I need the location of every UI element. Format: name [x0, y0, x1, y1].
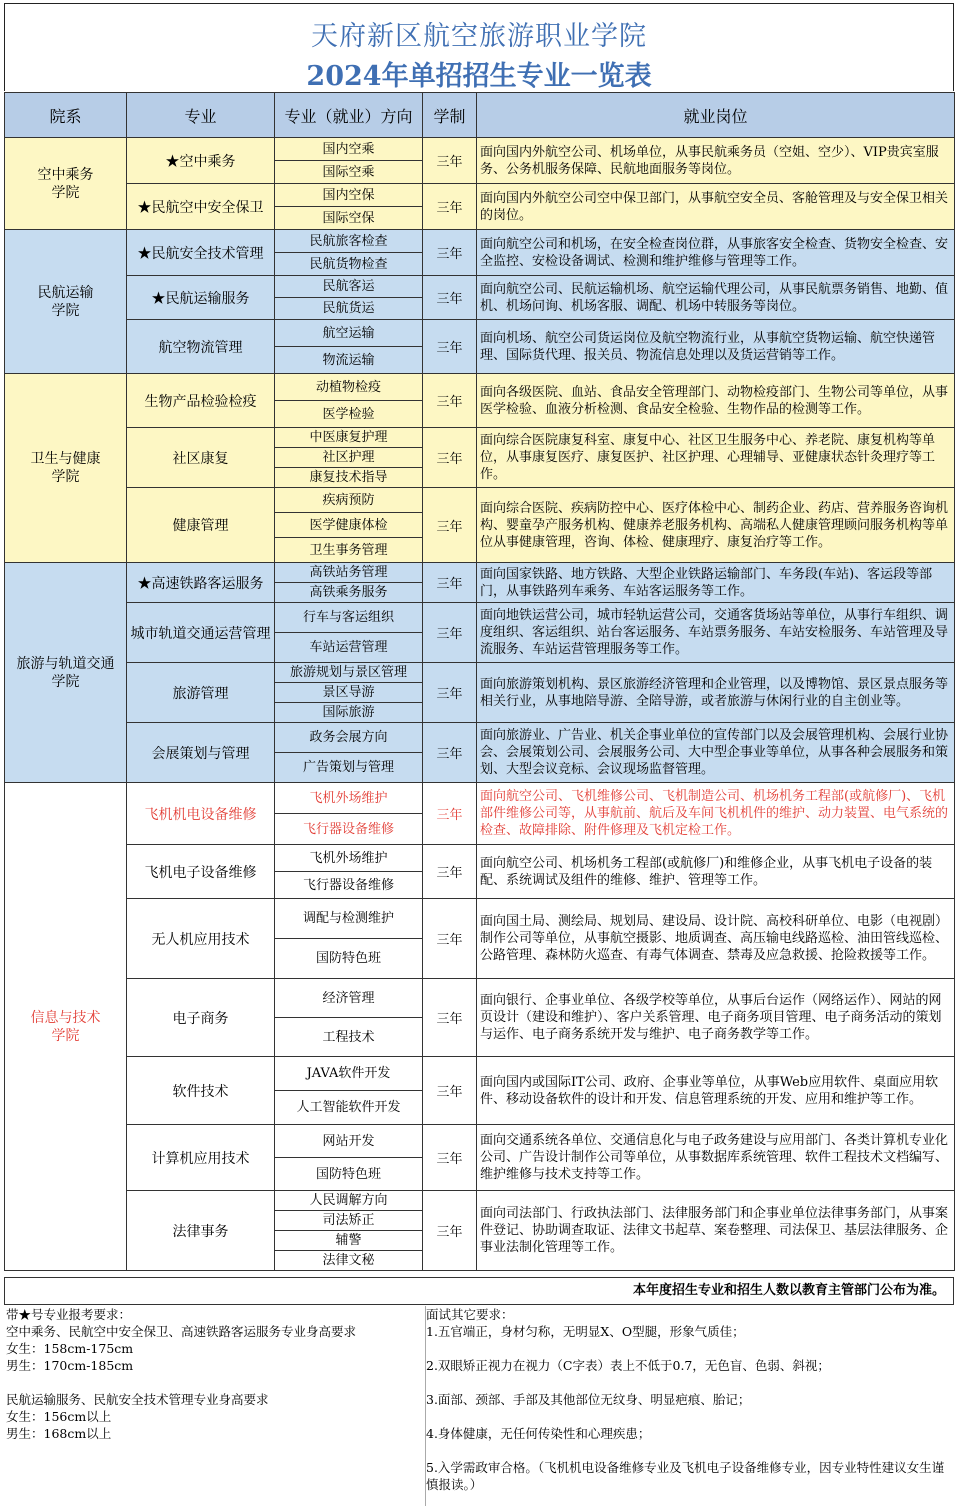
- jobs-cell: 面向旅游业、广告业、机关企事业单位的宣传部门以及会展管理机构、会展行业协会、会展策划公司、会展服务公司、大中型企事业等单位，从事各种会展服务和策划、大型会议竞标、会议现场监督管理。: [477, 723, 955, 783]
- header-jobs: 就业岗位: [477, 93, 955, 138]
- header-major: 专业: [127, 93, 275, 138]
- direction-cell: 国防特色班: [275, 939, 423, 979]
- req-right-item: 4.身体健康，无任何传染性和心理疾患；: [426, 1426, 651, 1441]
- major-cell: 社区康复: [127, 428, 275, 488]
- req-left-line: 女生：158cm-175cm: [6, 1341, 134, 1356]
- direction-cell: 国防特色班: [275, 1158, 423, 1191]
- direction-cell: 航空运输: [275, 320, 423, 347]
- direction-cell: 车站运营管理: [275, 633, 423, 663]
- direction-cell: 飞行器设备维修: [275, 872, 423, 899]
- direction-cell: 物流运输: [275, 347, 423, 374]
- direction-cell: 景区导游: [275, 683, 423, 703]
- req-left-heading: 带★号专业报考要求：: [6, 1307, 132, 1322]
- direction-cell: 政务会展方向: [275, 723, 423, 753]
- jobs-cell: 面向各级医院、血站、食品安全管理部门、动物检疫部门、生物公司等单位，从事医学检验、血液分析检测、食品安全检验、生物作品的检测等工作。: [477, 374, 955, 428]
- duration-cell: 三年: [423, 138, 477, 184]
- duration-cell: 三年: [423, 1191, 477, 1271]
- notice: 本年度招生专业和招生人数以教育主管部门公布为准。: [4, 1277, 954, 1305]
- table-row: [5, 1125, 955, 1158]
- duration-cell: 三年: [423, 783, 477, 845]
- duration-cell: 三年: [423, 563, 477, 603]
- duration-cell: 三年: [423, 488, 477, 563]
- duration-cell: 三年: [423, 230, 477, 276]
- duration-cell: 三年: [423, 1125, 477, 1191]
- table-row: [5, 374, 955, 401]
- table-row: [5, 320, 955, 347]
- table-row: [5, 230, 955, 253]
- duration-cell: 三年: [423, 899, 477, 979]
- table-title: 2024年单招招生专业一览表: [306, 61, 652, 92]
- table-row: [5, 138, 955, 161]
- table-row: [5, 979, 955, 1018]
- jobs-cell: 面向航空公司、民航运输机场、航空运输代理公司，从事民航票务销售、地勤、值机、机场问询、机场客服、调配、机场中转服务等岗位。: [477, 276, 955, 320]
- table-row: [5, 184, 955, 207]
- req-right-item: 5.入学需政审合格。（飞机机电设备维修专业及飞机电子设备维修专业，因专业特性建议女生谨慎报读。）: [426, 1460, 945, 1492]
- table-row: [5, 723, 955, 753]
- duration-cell: 三年: [423, 320, 477, 374]
- jobs-cell: 面向国内外航空公司、机场单位，从事民航乘务员（空姐、空少）、VIP贵宾室服务、公务机服务保障、民航地面服务等岗位。: [477, 138, 955, 184]
- title-block: [4, 3, 954, 91]
- req-left-line: 空中乘务、民航空中安全保卫、高速铁路客运服务专业身高要求: [6, 1324, 357, 1339]
- direction-cell: 飞机外场维护: [275, 845, 423, 872]
- duration-cell: 三年: [423, 184, 477, 230]
- direction-cell: 网站开发: [275, 1125, 423, 1158]
- direction-cell: 医学检验: [275, 401, 423, 428]
- jobs-cell: 面向机场、航空公司货运岗位及航空物流行业，从事航空货物运输、航空快递管理、国际货代理、报关员、物流信息处理以及货运营销等工作。: [477, 320, 955, 374]
- duration-cell: 三年: [423, 1057, 477, 1125]
- direction-cell: 法律文秘: [275, 1251, 423, 1271]
- interview-requirements: [424, 1306, 956, 1506]
- jobs-cell: 面向综合医院康复科室、康复中心、社区卫生服务中心、养老院、康复机构等单位，从事康复医疗、康复医护、社区护理、心理辅导、亚健康状态针灸理疗等工作。: [477, 428, 955, 488]
- major-cell: 飞机电子设备维修: [127, 845, 275, 899]
- direction-cell: 人民调解方向: [275, 1191, 423, 1211]
- duration-cell: 三年: [423, 979, 477, 1057]
- major-cell: 旅游管理: [127, 663, 275, 723]
- direction-cell: 飞行器设备维修: [275, 814, 423, 845]
- major-cell: 软件技术: [127, 1057, 275, 1125]
- major-cell: 电子商务: [127, 979, 275, 1057]
- major-cell: 飞机机电设备维修: [127, 783, 275, 845]
- major-cell: 健康管理: [127, 488, 275, 563]
- major-cell: ★高速铁路客运服务: [127, 563, 275, 603]
- header-direction: 专业（就业）方向: [275, 93, 423, 138]
- duration-cell: 三年: [423, 276, 477, 320]
- duration-cell: 三年: [423, 428, 477, 488]
- table-row: [5, 276, 955, 298]
- direction-cell: 疾病预防: [275, 488, 423, 513]
- direction-cell: 行车与客运组织: [275, 603, 423, 633]
- direction-cell: 民航旅客检查: [275, 230, 423, 253]
- direction-cell: 旅游规划与景区管理: [275, 663, 423, 683]
- direction-cell: 民航货物检查: [275, 253, 423, 276]
- major-cell: 生物产品检验检疫: [127, 374, 275, 428]
- table-row: [5, 783, 955, 814]
- major-cell: 法律事务: [127, 1191, 275, 1271]
- direction-cell: 动植物检疫: [275, 374, 423, 401]
- jobs-cell: 面向旅游策划机构、景区旅游经济管理和企业管理，以及博物馆、景区景点服务等相关行业，从事地陪导游、全陪导游，或者旅游与休闲行业的自主创业等。: [477, 663, 955, 723]
- table-row: [5, 488, 955, 513]
- header-duration: 学制: [423, 93, 477, 138]
- req-left-line: 男生：168cm以上: [6, 1426, 112, 1441]
- direction-cell: 民航货运: [275, 298, 423, 320]
- header-row: [5, 93, 955, 138]
- major-cell: 会展策划与管理: [127, 723, 275, 783]
- direction-cell: 调配与检测维护: [275, 899, 423, 939]
- jobs-cell: 面向国土局、测绘局、规划局、建设局、设计院、高校科研单位、电影（电视剧）制作公司等单位，从事航空摄影、地质调查、高压输电线路巡检、油田管线巡检、公路管理、森林防火巡查、有毒气体调查、禁毒及应急救援、抢险救援等工作。: [477, 899, 955, 979]
- table-row: [5, 563, 955, 583]
- direction-cell: 辅警: [275, 1231, 423, 1251]
- jobs-cell: 面向地铁运营公司，城市轻轨运营公司，交通客货场站等单位，从事行车组织、调度组织、客运组织、站台客运服务、车站票务服务、车站安检服务、车站管理及导流服务、车站运营管理服务等工作。: [477, 603, 955, 663]
- table-row: [5, 428, 955, 448]
- major-cell: ★民航安全技术管理: [127, 230, 275, 276]
- direction-cell: 国际旅游: [275, 703, 423, 723]
- table-row: [5, 1057, 955, 1091]
- dept-cell: 旅游与轨道交通 学院: [5, 563, 127, 783]
- jobs-cell: 面向航空公司和机场，在安全检查岗位群，从事旅客安全检查、货物安全检查、安全监控、安检设备调试、检测和维护维修与管理等工作。: [477, 230, 955, 276]
- direction-cell: 社区护理: [275, 448, 423, 468]
- direction-cell: 中医康复护理: [275, 428, 423, 448]
- table-body: [5, 138, 955, 1271]
- major-cell: ★空中乘务: [127, 138, 275, 184]
- duration-cell: 三年: [423, 723, 477, 783]
- dept-cell: 卫生与健康 学院: [5, 374, 127, 563]
- req-right-item: 3.面部、颈部、手部及其他部位无纹身、明显疤痕、胎记；: [426, 1392, 751, 1407]
- school-name: 天府新区航空旅游职业学院: [311, 21, 647, 52]
- jobs-cell: 面向国内外航空公司空中保卫部门，从事航空安全员、客舱管理及与安全保卫相关的岗位。: [477, 184, 955, 230]
- major-cell: ★民航运输服务: [127, 276, 275, 320]
- table-row: [5, 663, 955, 683]
- dept-cell: 信息与技术 学院: [5, 783, 127, 1271]
- direction-cell: 司法矫正: [275, 1211, 423, 1231]
- req-left-line: 女生：156cm以上: [6, 1409, 112, 1424]
- direction-cell: 广告策划与管理: [275, 753, 423, 783]
- direction-cell: 人工智能软件开发: [275, 1091, 423, 1125]
- table-row: [5, 1191, 955, 1211]
- major-cell: 无人机应用技术: [127, 899, 275, 979]
- jobs-cell: 面向航空公司、飞机维修公司、飞机制造公司、机场机务工程部(或航修厂)、飞机部件维修公司等，从事航前、航后及车间飞机机件的维护、动力装置、电气系统的检查、故障排除、附件修理及飞机定检工作。: [477, 783, 955, 845]
- req-left-line: 男生：170cm-185cm: [6, 1358, 134, 1373]
- duration-cell: 三年: [423, 374, 477, 428]
- req-right-heading: 面试其它要求：: [426, 1307, 514, 1322]
- req-right-item: 1.五官端正，身材匀称，无明显X、O型腿，形象气质佳；: [426, 1324, 745, 1339]
- major-cell: ★民航空中安全保卫: [127, 184, 275, 230]
- header-dept: 院系: [5, 93, 127, 138]
- direction-cell: 工程技术: [275, 1018, 423, 1057]
- direction-cell: 国内空保: [275, 184, 423, 207]
- direction-cell: 经济管理: [275, 979, 423, 1018]
- direction-cell: 医学健康体检: [275, 513, 423, 538]
- table-row: [5, 603, 955, 633]
- table-row: [5, 845, 955, 872]
- direction-cell: 国内空乘: [275, 138, 423, 161]
- direction-cell: 高铁乘务服务: [275, 583, 423, 603]
- direction-cell: 国际空乘: [275, 161, 423, 184]
- jobs-cell: 面向银行、企事业单位、各级学校等单位，从事后台运作（网络运作）、网站的网页设计（建设和维护）、客户关系管理、电子商务项目管理、电子商务活动的策划与运作、电子商务系统开发与维护、电子商务教学等工作。: [477, 979, 955, 1057]
- height-requirements: [4, 1306, 426, 1506]
- jobs-cell: 面向综合医院、疾病防控中心、医疗体检中心、制药企业、药店、营养服务咨询机构、婴童孕产服务机构、健康养老服务机构、高端私人健康管理顾问服务机构等单位从事健康管理，咨询、体检、健康理疗、康复治疗等工作。: [477, 488, 955, 563]
- majors-table: [4, 92, 955, 1271]
- direction-cell: 飞机外场维护: [275, 783, 423, 814]
- duration-cell: 三年: [423, 663, 477, 723]
- req-left-line: 民航运输服务、民航安全技术管理专业身高要求: [6, 1392, 269, 1407]
- jobs-cell: 面向国家铁路、地方铁路、大型企业铁路运输部门、车务段(车站)、客运段等部门，从事铁路列车乘务、车站客运服务等工作。: [477, 563, 955, 603]
- duration-cell: 三年: [423, 845, 477, 899]
- duration-cell: 三年: [423, 603, 477, 663]
- major-cell: 计算机应用技术: [127, 1125, 275, 1191]
- req-right-item: 2.双眼矫正视力在视力（C字表）表上不低于0.7，无色盲、色弱、斜视；: [426, 1358, 830, 1373]
- direction-cell: 国际空保: [275, 207, 423, 230]
- jobs-cell: 面向航空公司、机场机务工程部(或航修厂)和维修企业，从事飞机电子设备的装配、系统调试及组件的维修、维护、管理等工作。: [477, 845, 955, 899]
- direction-cell: 康复技术指导: [275, 468, 423, 488]
- dept-cell: 民航运输 学院: [5, 230, 127, 374]
- major-cell: 城市轨道交通运营管理: [127, 603, 275, 663]
- direction-cell: 卫生事务管理: [275, 538, 423, 563]
- table-row: [5, 899, 955, 939]
- dept-cell: 空中乘务 学院: [5, 138, 127, 230]
- direction-cell: 高铁站务管理: [275, 563, 423, 583]
- major-cell: 航空物流管理: [127, 320, 275, 374]
- direction-cell: JAVA软件开发: [275, 1057, 423, 1091]
- jobs-cell: 面向国内或国际IT公司、政府、企事业等单位，从事Web应用软件、桌面应用软件、移动设备软件的设计和开发、信息管理系统的开发、应用和维护等工作。: [477, 1057, 955, 1125]
- direction-cell: 民航客运: [275, 276, 423, 298]
- jobs-cell: 面向司法部门、行政执法部门、法律服务部门和企事业单位法律事务部门，从事案件登记、协助调查取证、法律文书起草、案卷整理、司法保卫、基层法律服务、企事业法制化管理等工作。: [477, 1191, 955, 1271]
- jobs-cell: 面向交通系统各单位、交通信息化与电子政务建设与应用部门、各类计算机专业化公司、广告设计制作公司等单位，从事数据库系统管理、软件工程技术文档编写、维护维修与技术支持等工作。: [477, 1125, 955, 1191]
